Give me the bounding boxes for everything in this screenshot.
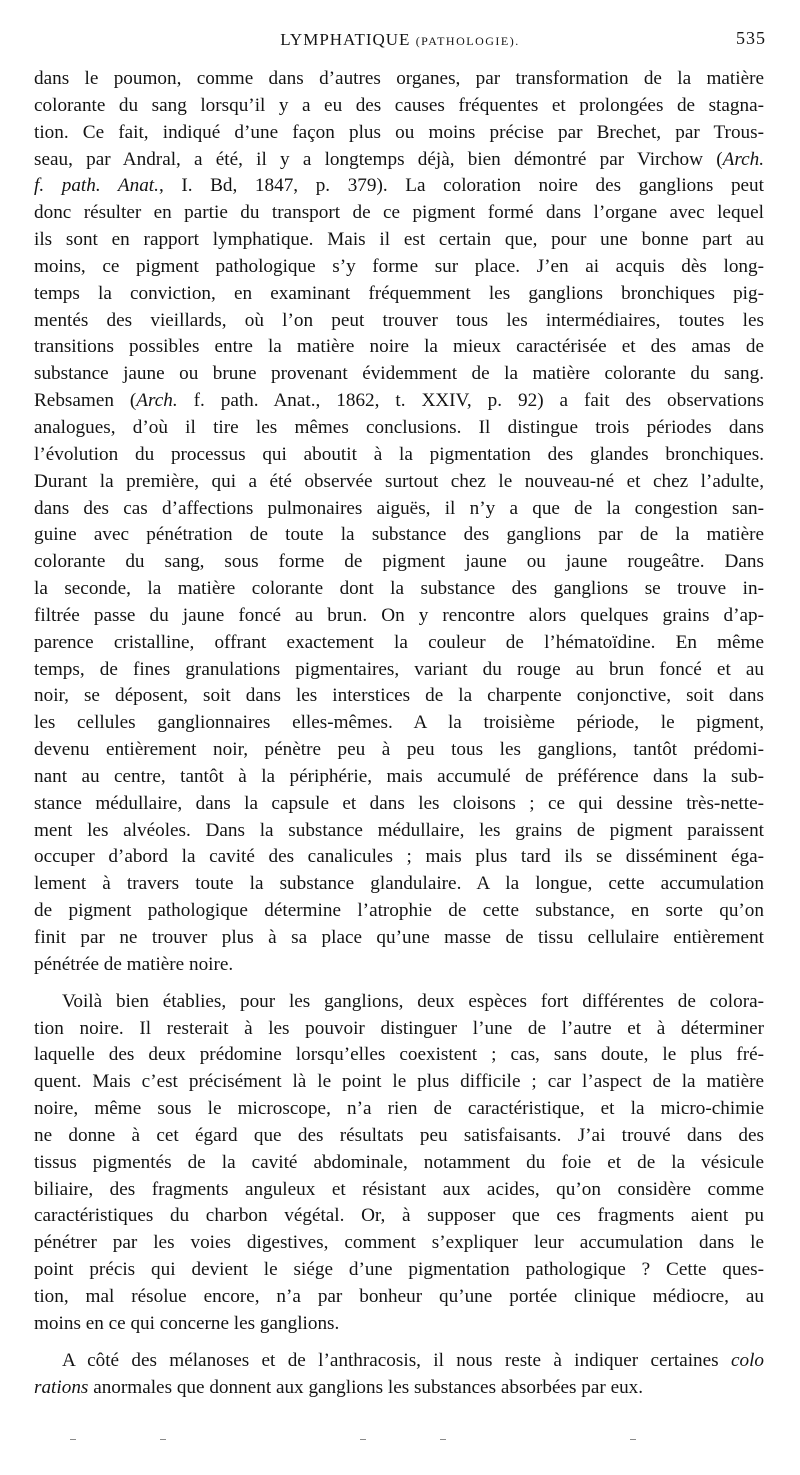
text-line: occuper d’abord la cavité des canalicules ; mais plus tard ils se disséminent éga- (34, 846, 764, 868)
text-line: transitions possibles entre la matière noire la mieux caractérisée et des amas de (34, 336, 764, 358)
text-line: guine avec pénétration de toute la substance des ganglions par de la matière (34, 524, 764, 546)
text-line: pénétrer par les voies digestives, comment s’expliquer leur accumulation dans le (34, 1232, 764, 1254)
text-line: point précis qui devient le siége d’une pigmentation pathologique ? Cette ques- (34, 1259, 764, 1281)
text-line: ils sont en rapport lymphatique. Mais il est certain que, pour une bonne part au (34, 229, 764, 251)
text-line: moins en ce qui concerne les ganglions. (34, 1312, 340, 1334)
text-line: laquelle des deux prédomine lorsqu’elles coexistent ; cas, sans doute, le plus fré- (34, 1044, 764, 1066)
text-line: l’évolution du processus qui aboutit à la pigmentation des glandes bronchiques. (34, 443, 764, 465)
text-line: ne donne à cet égard que des résultats peu satisfaisants. J’ai trouvé dans des (34, 1124, 764, 1146)
text-line: moins, ce pigment pathologique s’y forme sur place. J’en ai acquis dès long- (34, 255, 764, 277)
running-title (34, 30, 766, 50)
text-line: devenu entièrement noir, pénètre peu à peu tous les ganglions, tantôt prédomi- (34, 739, 764, 761)
text-line: Rebsamen (Arch. f. path. Anat., 1862, t. XXIV, p. 92) a fait des observations (34, 390, 764, 412)
text-line: donc résulter en partie du transport de ce pigment formé dans l’organe avec lequel (34, 202, 764, 224)
text-line: temps, de fines granulations pigmentaires, variant du rouge au brun foncé et au (34, 658, 764, 680)
paragraph-gap (34, 979, 764, 989)
text-line: substance jaune ou brune provenant évidemment de la matière colorante du sang. (34, 363, 764, 385)
text-line: noir, se déposent, soit dans les interstices de la charpente conjonctive, soit dans (34, 685, 764, 707)
page-number: 535 (736, 28, 766, 48)
text-line: la seconde, la matière colorante dont la substance des ganglions se trouve in- (34, 578, 764, 600)
text-line: tissus pigmentés de la cavité abdominale, notamment du foie et de la vésicule (34, 1151, 764, 1173)
paragraph (34, 66, 764, 979)
text-line: Voilà bien établies, pour les ganglions, deux espèces fort différentes de colora- (62, 990, 764, 1012)
body-text (34, 66, 764, 1401)
footer-marks (70, 1439, 740, 1449)
paragraph (34, 1348, 764, 1402)
text-line: pénétrée de matière noire. (34, 953, 234, 975)
text-line: noire, même sous le microscope, n’a rien de caractéristique, et la micro-chimie (34, 1098, 764, 1120)
text-line: dans le poumon, comme dans d’autres organes, par transformation de la matière (34, 68, 764, 89)
text-line: quent. Mais c’est précisément là le point le plus difficile ; car l’aspect de la matière (34, 1071, 764, 1093)
running-title-subtitle: (PATHOLOGIE). (415, 34, 520, 48)
text-line: caractéristiques du charbon végétal. Or, à supposer que ces fragments aient pu (34, 1205, 764, 1227)
text-line: parence cristalline, offrant exactement la couleur de l’hématoïdine. En même (34, 631, 764, 653)
text-line: nant au centre, tantôt à la périphérie, mais accumulé de préférence dans la sub- (34, 765, 764, 787)
text-line: biliaire, des fragments anguleux et résistant aux acides, qu’on considère comme (34, 1178, 764, 1200)
text-line: stance médullaire, dans la capsule et dans les cloisons ; ce qui dessine très-nette- (34, 792, 764, 814)
text-line: f. path. Anat., I. Bd, 1847, p. 379). La coloration noire des ganglions peut (34, 175, 764, 197)
text-line: A côté des mélanoses et de l’anthracosis, il nous reste à indiquer certaines colo (62, 1349, 764, 1371)
text-line: dans des cas d’affections pulmonaires aiguës, il n’y a que de la congestion san- (34, 497, 764, 519)
running-head (34, 30, 766, 56)
text-line: temps la conviction, en examinant fréquemment les ganglions bronchiques pig- (34, 282, 764, 304)
text-line: Durant la première, qui a été observée surtout chez le nouveau-né et chez l’adulte, (34, 470, 764, 492)
text-line: tion noire. Il resterait à les pouvoir distinguer l’une de l’autre et à déterminer (34, 1017, 764, 1039)
text-line: les cellules ganglionnaires elles-mêmes. A la troisième période, le pigment, (34, 712, 764, 734)
text-line: finit par ne trouver plus à sa place qu’une masse de tissu cellulaire entièrement (34, 927, 764, 948)
text-line: tion. Ce fait, indiqué d’une façon plus ou moins précise par Brechet, par Trous- (34, 121, 764, 143)
text-line: colorante du sang, sous forme de pigment jaune ou jaune rougeâtre. Dans (34, 551, 764, 573)
text-line: tion, mal résolue encore, n’a par bonheur qu’une portée clinique médiocre, au (34, 1285, 764, 1307)
text-line: de pigment pathologique détermine l’atrophie de cette substance, en sorte qu’on (34, 900, 764, 922)
text-line: colorante du sang lorsqu’il y a eu des causes fréquentes et prolongées de stagna- (34, 94, 764, 116)
text-line: filtrée passe du jaune foncé au brun. On y rencontre alors quelques grains d’ap- (34, 604, 764, 626)
running-title-main: LYMPHATIQUE (280, 30, 411, 49)
text-line: mentés des vieillards, où l’on peut trouver tous les intermédiaires, toutes les (34, 309, 764, 331)
text-line: analogues, d’où il tire les mêmes conclusions. Il distingue trois périodes dans (34, 416, 764, 438)
text-line: rations anormales que donnent aux ganglions les substances absorbées par eux. (34, 1376, 644, 1398)
text-line: seau, par Andral, a été, il y a longtemps déjà, bien démontré par Virchow (Arch. (34, 148, 764, 170)
text-line: lement à travers toute la substance glandulaire. A la longue, cette accumulation (34, 873, 764, 895)
paragraph (34, 989, 764, 1338)
text-line: ment les alvéoles. Dans la substance médullaire, les grains de pigment paraissent (34, 819, 764, 841)
paragraph-gap (34, 1338, 764, 1348)
